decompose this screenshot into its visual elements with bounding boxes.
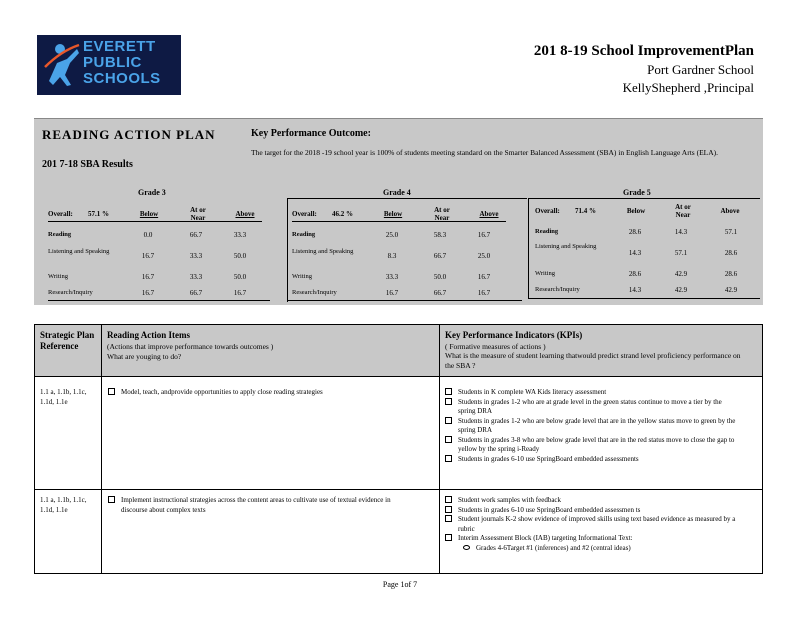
cell: 16.7 xyxy=(477,231,491,239)
grade-5-table xyxy=(535,201,757,301)
key-performance-outcome-label: Key Performance Outcome: xyxy=(251,128,371,139)
checkbox-bullet-icon xyxy=(445,398,452,405)
cell: 57.1 xyxy=(674,249,688,257)
cell: 16.7 xyxy=(385,289,399,297)
list-item: Student journals K-2 show evidence of improved skills using text based evidence as measured by a rubric xyxy=(445,515,745,534)
overall-label: Overall: xyxy=(48,210,73,218)
grade-3-table xyxy=(48,204,270,304)
col-actions-question: What are youging to do? xyxy=(107,352,182,361)
principal-name: KellyShepherd ,Principal xyxy=(622,80,754,95)
list-item: Students in grades 6-10 use SpringBoard embedded assessments xyxy=(445,455,745,465)
col-above: Above xyxy=(235,210,255,218)
grade-4-table xyxy=(292,204,514,304)
list-item: Students in grades 1-2 who are below grade level that are in the yellow status move to green by the spring DRA xyxy=(445,417,745,436)
logo-text-line-3: SCHOOLS xyxy=(83,70,161,87)
row-label: Reading xyxy=(535,228,559,235)
row-2-kpis xyxy=(445,496,745,553)
cell: 16.7 xyxy=(233,289,247,297)
cell: 42.9 xyxy=(674,286,688,294)
cell: 28.6 xyxy=(628,228,642,236)
reading-action-plan-title: READING ACTION PLAN xyxy=(42,127,216,142)
cell: 16.7 xyxy=(141,252,155,260)
cell: 8.3 xyxy=(387,252,397,260)
cell: 33.3 xyxy=(189,252,203,260)
district-logo xyxy=(37,35,181,95)
overall-value: 57.1 % xyxy=(88,210,109,218)
cell: 14.3 xyxy=(628,286,642,294)
runner-swoosh-icon xyxy=(43,41,81,87)
grade-3-title: Grade 3 xyxy=(138,188,166,197)
row-label: Research/Inquiry xyxy=(292,289,337,296)
row-label: Listening and Speaking xyxy=(535,243,597,250)
cell: 66.7 xyxy=(189,289,203,297)
row-label: Reading xyxy=(292,231,316,238)
cell: 25.0 xyxy=(477,252,491,260)
cell: 50.0 xyxy=(433,273,447,281)
checkbox-bullet-icon xyxy=(445,506,452,513)
cell: 33.3 xyxy=(385,273,399,281)
col-reading-action-items: Reading Action Items xyxy=(107,330,190,340)
cell: 42.9 xyxy=(674,270,688,278)
circle-bullet-icon xyxy=(463,545,470,550)
cell: 42.9 xyxy=(724,286,738,294)
cell: 58.3 xyxy=(433,231,447,239)
col-below: Below xyxy=(139,210,159,218)
grade-5-title: Grade 5 xyxy=(623,188,651,197)
checkbox-bullet-icon xyxy=(445,417,452,424)
col-kpis: Key Performance Indicators (KPIs) xyxy=(445,330,583,340)
col-below: Below xyxy=(626,207,646,215)
row-1-action: Model, teach, andprovide opportunities to apply close reading strategies xyxy=(108,388,418,398)
cell: 28.6 xyxy=(724,249,738,257)
row-label: Listening and Speaking xyxy=(48,248,110,255)
grade-4-title: Grade 4 xyxy=(383,188,411,197)
col-at-or-near: At or Near xyxy=(190,206,206,222)
col-kpis-question: What is the measure of student learning thatwould predict strand level proficiency performance on the SBA ? xyxy=(445,351,741,370)
row-2-reference: 1.1 a, 1.1b, 1.1c, 1.1d, 1.1e xyxy=(40,496,87,514)
cell: 14.3 xyxy=(674,228,688,236)
col-strategic-plan-reference: Strategic Plan Reference xyxy=(40,330,95,351)
cell: 33.3 xyxy=(189,273,203,281)
checkbox-bullet-icon xyxy=(445,436,452,443)
sba-results-label: 201 7-18 SBA Results xyxy=(42,159,133,170)
cell: 66.7 xyxy=(189,231,203,239)
cell: 14.3 xyxy=(628,249,642,257)
cell: 16.7 xyxy=(141,273,155,281)
overall-value: 71.4 % xyxy=(575,207,596,215)
reading-action-table xyxy=(34,324,763,574)
row-label: Writing xyxy=(48,273,68,280)
col-above: Above xyxy=(720,207,740,215)
checkbox-bullet-icon xyxy=(445,534,452,541)
list-item: Interim Assessment Block (IAB) targeting Informational Text: xyxy=(445,534,745,544)
page-number: Page 1of 7 xyxy=(382,580,418,589)
col-at-or-near: At or Near xyxy=(434,206,450,222)
list-item: Students in grades 6-10 use SpringBoard embedded assessmen ts xyxy=(445,506,745,516)
col-actions-subheader: (Actions that improve performance towards outcomes ) xyxy=(107,342,274,351)
cell: 28.6 xyxy=(628,270,642,278)
row-label: Research/Inquiry xyxy=(535,286,580,293)
overall-value: 46.2 % xyxy=(332,210,353,218)
row-1-reference: 1.1 a, 1.1b, 1.1c, 1.1d, 1.1e xyxy=(40,388,87,406)
cell: 28.6 xyxy=(724,270,738,278)
cell: 50.0 xyxy=(233,273,247,281)
plan-title: 201 8-19 School ImprovementPlan xyxy=(533,43,754,59)
list-subitem: Grades 4-6Target #1 (inferences) and #2 (central ideas) xyxy=(445,544,745,554)
col-kpis-subheader: ( Formative measures of actions ) xyxy=(445,342,546,351)
col-above: Above xyxy=(479,210,499,218)
logo-text-line-1: EVERETT xyxy=(83,38,156,55)
checkbox-bullet-icon xyxy=(445,388,452,395)
overall-label: Overall: xyxy=(292,210,317,218)
row-label: Listening and Speaking xyxy=(292,248,354,255)
list-item: Students in grades 1-2 who are at grade level in the green status continue to move a tier by the spring DRA xyxy=(445,398,745,417)
row-2-action: Implement instructional strategies across the content areas to cultivate use of textual evidence in discourse about complex texts xyxy=(108,496,418,515)
checkbox-bullet-icon xyxy=(445,455,452,462)
overall-label: Overall: xyxy=(535,207,560,215)
cell: 16.7 xyxy=(141,289,155,297)
row-label: Writing xyxy=(535,270,555,277)
list-item: Students in K complete WA Kids literacy assessment xyxy=(445,388,745,398)
checkbox-bullet-icon xyxy=(445,496,452,503)
cell: 0.0 xyxy=(143,231,153,239)
cell: 50.0 xyxy=(233,252,247,260)
row-label: Writing xyxy=(292,273,312,280)
cell: 66.7 xyxy=(433,289,447,297)
logo-text-line-2: PUBLIC xyxy=(83,54,142,71)
col-below: Below xyxy=(383,210,403,218)
cell: 66.7 xyxy=(433,252,447,260)
list-item: Student work samples with feedback xyxy=(445,496,745,506)
checkbox-bullet-icon xyxy=(108,388,115,395)
row-label: Reading xyxy=(48,231,72,238)
col-at-or-near: At or Near xyxy=(675,203,691,219)
cell: 16.7 xyxy=(477,273,491,281)
cell: 16.7 xyxy=(477,289,491,297)
cell: 25.0 xyxy=(385,231,399,239)
cell: 57.1 xyxy=(724,228,738,236)
row-label: Research/Inquiry xyxy=(48,289,93,296)
checkbox-bullet-icon xyxy=(445,515,452,522)
list-item: Students in grades 3-8 who are below grade level that are in the red status move to close the gap to yellow by the spring i-Ready xyxy=(445,436,745,455)
checkbox-bullet-icon xyxy=(108,496,115,503)
school-name: Port Gardner School xyxy=(647,62,754,77)
cell: 33.3 xyxy=(233,231,247,239)
target-statement: The target for the 2018 -19 school year is 100% of students meeting standard on the Smarter Balanced Assessment (SBA) in English Language Arts (ELA). xyxy=(251,148,719,157)
row-1-kpis xyxy=(445,388,745,464)
